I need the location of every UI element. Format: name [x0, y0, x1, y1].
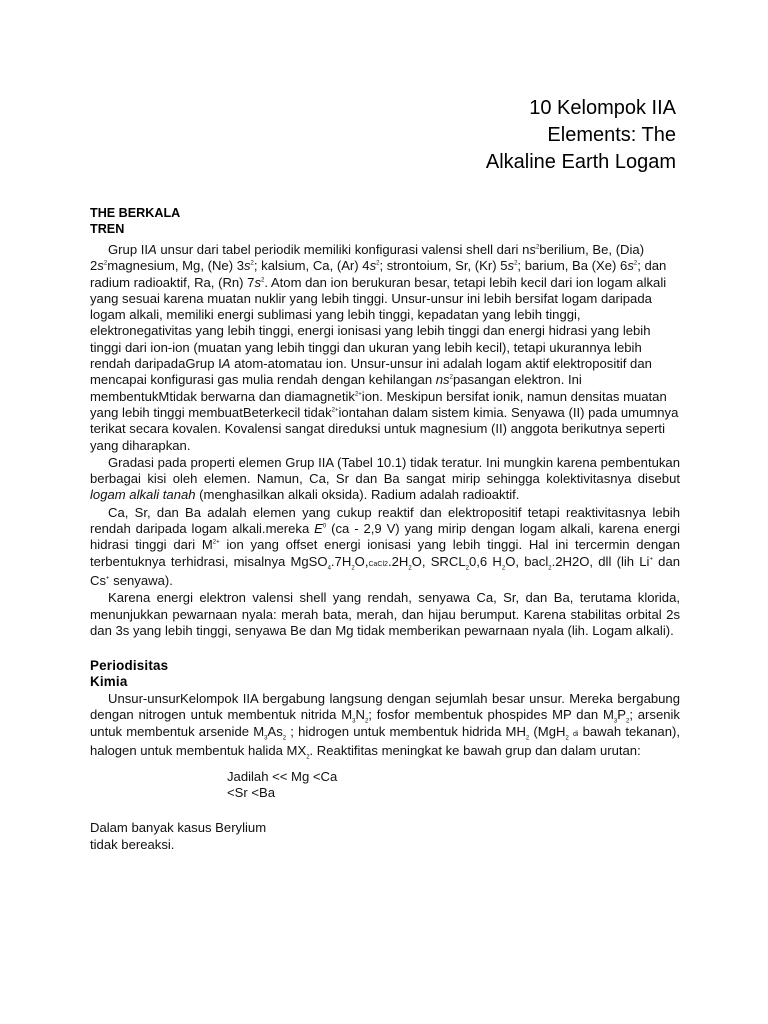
paragraph-compounds: [90, 691, 680, 759]
subscript-run: 2: [565, 735, 569, 742]
text-run: . Reaktifitas meningkat ke bawah grup dan dalam urutan:: [309, 743, 641, 759]
italic-run: s: [244, 258, 251, 274]
text-run: .2H: [387, 553, 409, 569]
italic-run: A: [221, 356, 231, 372]
text-run: ; kalsium, Ca, (Ar) 4: [253, 258, 370, 274]
text-run: ; arsenik untuk membentuk arsenide M: [90, 707, 680, 739]
text-run: magnesium, Mg, (Ne) 3: [107, 258, 244, 274]
reactivity-series: [227, 769, 680, 801]
subscript-run: 2: [625, 719, 630, 726]
reactivity-series-line-2: <Sr <Ba: [227, 785, 276, 801]
paragraph-electron-configuration: [90, 242, 680, 454]
paragraph-reactivity: [90, 505, 680, 589]
subscript-run: 3: [264, 735, 268, 742]
superscript-run: 2: [376, 260, 380, 267]
italic-run: s: [529, 242, 536, 257]
text-run: Ca, Sr, dan Ba adalah elemen yang cukup reaktif dan elektropositif tetapi reaktivitasnya lebih rendah daripada logam alkali.mereka: [90, 504, 680, 537]
italic-run: s: [97, 258, 104, 274]
closing-note-line-2: tidak bereaksi.: [90, 836, 175, 852]
superscript-run: 2: [514, 260, 518, 267]
subscript-run: 2: [351, 565, 355, 572]
subscript-run: 3: [352, 719, 356, 726]
text-run: iontahan dalam sistem kimia. Senyawa (II) pada umumnya terikat secara kovalen. Kovalensi sangat direduksi untuk magnesium (II) anggota berikutnya seperti yang diharapkan.: [90, 404, 679, 453]
text-run: (MgH: [529, 723, 566, 739]
section-heading-line-2: Kimia: [90, 674, 128, 690]
body-content: [90, 205, 680, 853]
spacer: [90, 759, 680, 769]
chapter-title-line-2: Elements: The: [547, 124, 676, 146]
text-run: P: [617, 707, 626, 723]
section-heading-line-2: TREN: [90, 222, 125, 236]
subscript-run: 2: [525, 735, 530, 742]
subscript-run: 2: [282, 735, 287, 742]
text-run: pasangan elektron. Ini membentukMtidak berwarna dan diamagnetik: [90, 372, 582, 404]
section-heading-line-1: THE BERKALA: [90, 206, 181, 220]
text-run: .7H: [330, 553, 352, 569]
superscript-run: 2: [250, 260, 254, 267]
superscript-run: 0: [322, 523, 327, 530]
chapter-title-line-1: 10 Kelompok IIA: [529, 97, 676, 119]
closing-note: [90, 820, 680, 853]
superscript-run: 2+: [212, 539, 220, 546]
text-run: ; strontoium, Sr, (Kr) 5: [379, 258, 508, 274]
text-run: ; hidrogen untuk membentuk hidrida MH: [286, 723, 526, 739]
text-run: (ca - 2,9 V) yang mirip dengan logam alkali, karena energi hidrasi tinggi dari M: [90, 521, 680, 553]
text-run: unsur dari tabel periodik memiliki konfigurasi valensi shell dari n: [156, 242, 530, 257]
superscript-run: 2: [103, 260, 108, 267]
italic-run: s: [369, 258, 377, 274]
subscript-run: 3: [613, 719, 618, 726]
text-run: O, bacl: [505, 553, 549, 569]
superscript-run: 2: [633, 260, 638, 267]
text-run: .2H2O, dll (lih Li: [551, 553, 650, 569]
text-run: ;: [637, 258, 641, 274]
italic-run: s: [254, 274, 262, 290]
subscript-run: 4: [327, 565, 331, 572]
text-run: ; fosfor membentuk phospides MP dan M: [368, 707, 614, 723]
paragraph-gradation: [90, 455, 680, 504]
superscript-run: 2+: [354, 391, 362, 398]
text-run: N: [355, 707, 365, 723]
spacer: [90, 801, 680, 820]
chapter-title: [486, 95, 676, 176]
italic-run: A: [148, 242, 157, 257]
small-text-run: CaCl2: [368, 560, 388, 568]
text-run: As: [267, 723, 283, 739]
subscript-run: 2: [364, 719, 369, 726]
small-text-run: di: [572, 730, 579, 738]
chapter-title-line-3: Alkaline Earth Logam: [485, 151, 676, 173]
subscript-run: 2: [408, 565, 412, 572]
text-run: 2: [90, 258, 98, 274]
text-run: Karena energi elektron valensi shell yang rendah, senyawa Ca, Sr, dan Ba, terutama klorida, menunjukkan pewarnaan nyala: merah bata, merah, dan hijau berumput. Karena stabilitas orbital 2s dan 3s yang lebih tinggi, senyawa Be dan Mg tidak memberikan pewarnaan nyala (lih. Logam alkali).: [90, 590, 680, 638]
italic-run: logam alkali tanah: [90, 487, 196, 503]
text-run: dan radium radioaktif, Ra, (Rn) 7: [90, 258, 667, 290]
text-run: Grup II: [108, 242, 149, 257]
text-run: dan Cs: [90, 553, 681, 588]
italic-run: ns: [435, 372, 450, 388]
section-heading-line-1: Periodisitas: [90, 658, 169, 674]
italic-run: s: [627, 258, 634, 274]
subscript-run: 2: [548, 565, 552, 572]
text-run: Gradasi pada properti elemen Grup IIA (Tabel 10.1) tidak teratur. Ini mungkin karena pembentukan berbagai kisi oleh elemen. Namun, Ca, Sr dan Ba sangat mirip sehingga kolektivitasnya disebut: [90, 454, 680, 487]
section-heading-periodic-trend: [90, 205, 680, 237]
superscript-run: 2: [261, 277, 265, 284]
text-run: ; barium, Ba (Xe) 6: [517, 258, 628, 274]
section-heading-chemical-periodicity: [90, 658, 680, 690]
subscript-run: 2: [501, 565, 506, 572]
superscript-run: +: [106, 575, 110, 582]
closing-note-line-1: Dalam banyak kasus Berylium: [90, 820, 267, 836]
text-run: Unsur-unsurKelompok IIA bergabung langsung dengan sejumlah besar unsur. Mereka bergabung dengan nitrogen untuk membentuk nitrida M: [90, 691, 680, 723]
text-run: . Atom dan ion berukuran besar, tetapi lebih kecil dari ion logam alkali yang sesuai karena muatan nuklir yang lebih tinggi. Unsur-unsur ini lebih bersifat logam daripada logam alkali, memiliki energi sublimasi yang lebih tinggi, kepadatan yang lebih tinggi, elektronegativitas yang lebih tinggi, energi ionisasi yang lebih tinggi dan energi hidrasi yang lebih tinggi dari ion-ion (muatan yang lebih tinggi dan ukuran yang lebih kecil), tetapi ukurannya lebih rendah daripadaGrup I: [90, 274, 667, 372]
text-run: ion yang offset energi ionisasi yang lebih tinggi. Hal ini tercermin dengan terbentuknya terhidrasi, misalnya MgSO: [90, 537, 680, 569]
text-run: O, SRCL: [411, 553, 466, 569]
superscript-run: 2: [449, 375, 453, 382]
subscript-run: 2: [465, 565, 469, 572]
text-run: atom-atomatau ion. Unsur-unsur ini adalah logam aktif elektropositif dan mencapai konfigurasi gas mulia rendah dengan kehilangan: [90, 356, 652, 388]
text-run: (menghasilkan alkali oksida). Radium adalah radioaktif.: [195, 487, 520, 503]
italic-run: s: [507, 258, 515, 274]
spacer: [90, 639, 680, 658]
text-run: bawah tekanan), halogen untuk membentuk halida MX: [90, 723, 680, 759]
superscript-run: 2: [535, 244, 540, 251]
reactivity-series-line-1: Jadilah << Mg <Ca: [227, 769, 338, 785]
text-run: berilium, Be, (Dia): [539, 242, 645, 257]
superscript-run: +: [649, 556, 653, 563]
italic-run: E: [314, 521, 323, 537]
text-run: 0,6 H: [468, 553, 502, 569]
text-run: O,: [354, 553, 369, 569]
subscript-run: 2: [306, 754, 310, 761]
superscript-run: 2+: [331, 407, 339, 414]
text-run: ion. Meskipun bersifat ionik, namun densitas muatan yang lebih tinggi membuatBeterkecil tidak: [90, 388, 667, 420]
text-run: senyawa).: [109, 572, 173, 588]
paragraph-flame-coloration: [90, 590, 680, 639]
